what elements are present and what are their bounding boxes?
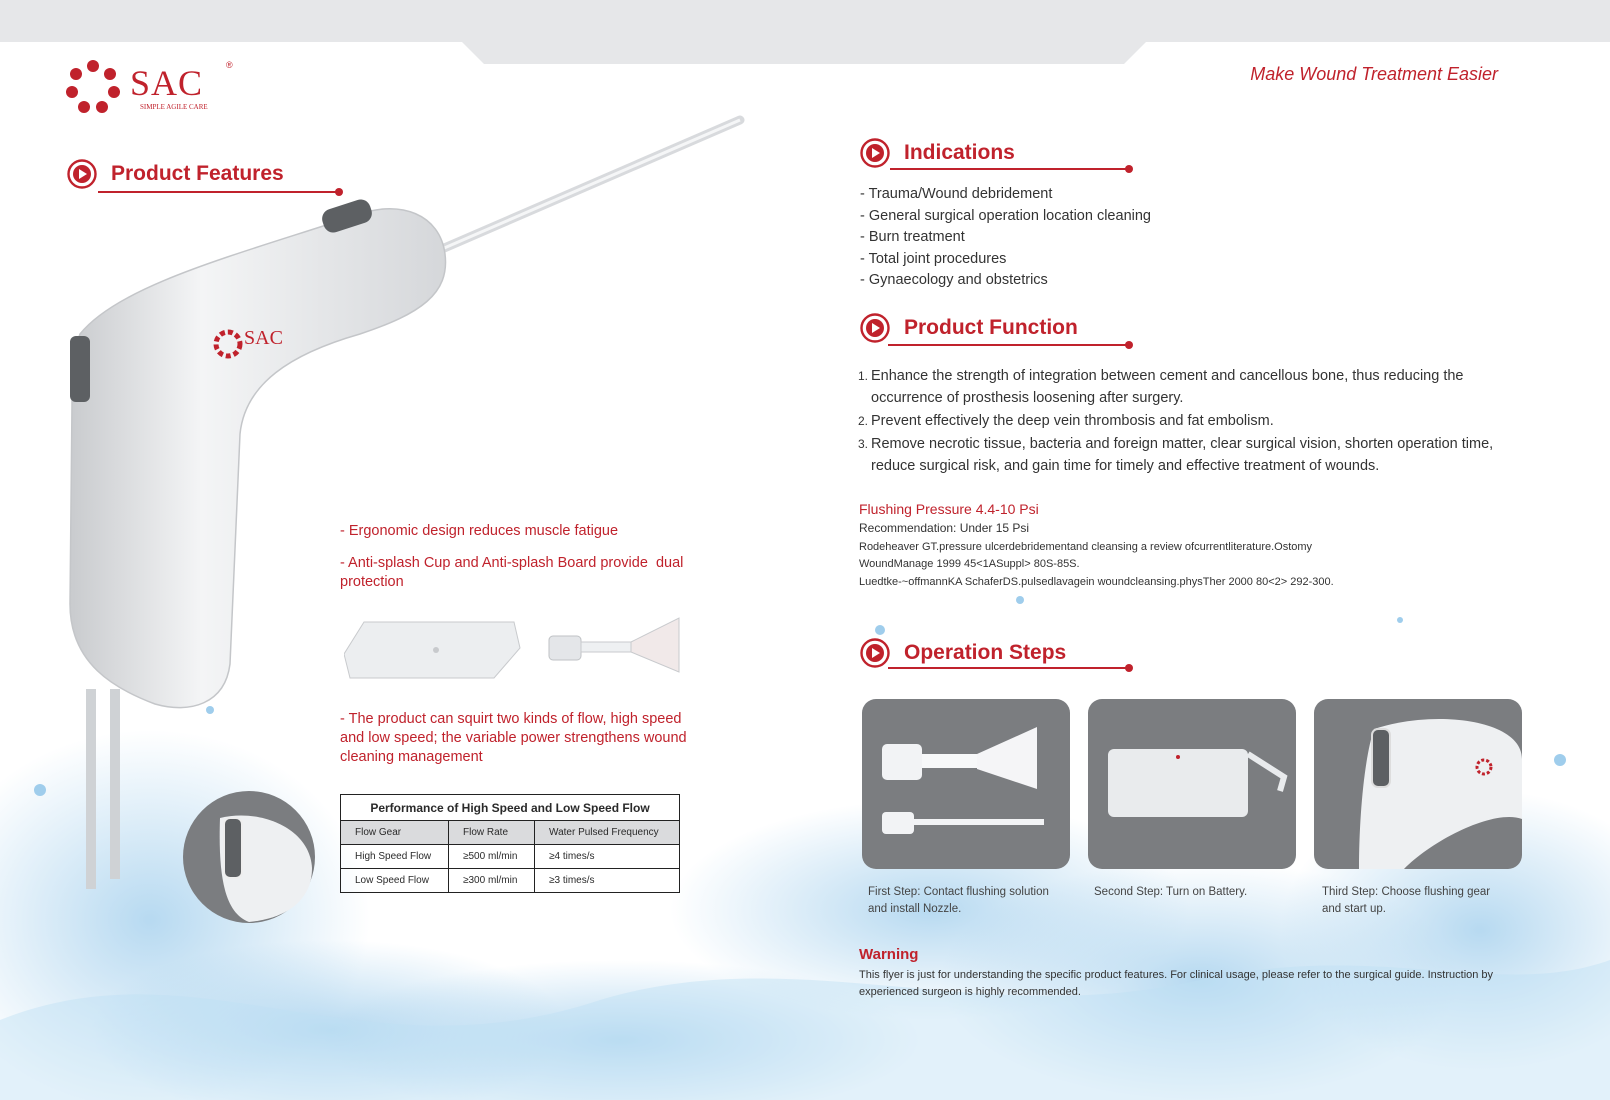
table-row — [341, 845, 680, 869]
heading-rule — [888, 344, 1130, 346]
table-cell: Low Speed Flow — [341, 869, 449, 893]
svg-text:SAC: SAC — [244, 327, 283, 349]
heading-rule — [888, 667, 1130, 669]
list-item: - General surgical operation location cleaning — [860, 207, 1151, 224]
list-item: - Burn treatment — [860, 229, 965, 245]
play-circle-icon — [860, 313, 890, 343]
item-number: 1. — [858, 369, 869, 383]
reference-line: Rodeheaver GT.pressure ulcerdebridementand cleansing a review ofcurrentliterature.Ostomy — [859, 541, 1313, 553]
feature-item: - The product can squirt two kinds of flow, high speed and low speed; the variable power strengthens wound cleaning management — [340, 711, 687, 765]
list-item: - Gynaecology and obstetrics — [860, 272, 1048, 288]
item-text: Enhance the strength of integration between cement and cancellous bone, thus reducing the occurrence of prosthesis loosening after surgery. — [871, 368, 1464, 406]
pressure-recommendation: Recommendation: Under 15 Psi — [859, 521, 1030, 535]
step-1-image — [862, 699, 1070, 869]
table-cell: High Speed Flow — [341, 845, 449, 869]
battery-illustration — [1088, 699, 1296, 869]
column-header: Flow Rate — [449, 821, 535, 845]
operation-steps-heading — [860, 638, 1066, 668]
column-header: Water Pulsed Frequency — [535, 821, 680, 845]
section-title: Product Features — [111, 162, 284, 185]
reference-line: Luedtke-~offmannKA SchaferDS.pulsedlavagein woundcleansing.physTher 2000 80<2> 292-300. — [859, 576, 1334, 588]
registered-mark: ® — [226, 60, 233, 70]
function-list — [858, 365, 1538, 478]
table-cell: ≥3 times/s — [535, 869, 680, 893]
list-item: - Total joint procedures — [860, 250, 1007, 267]
nozzle-install-illustration — [862, 699, 1070, 869]
table-row — [341, 869, 680, 893]
indications-heading — [860, 138, 1015, 168]
column-header: Flow Gear — [341, 821, 449, 845]
item-number: 2. — [858, 414, 869, 428]
step-caption: First Step: Contact flushing solution and install Nozzle. — [868, 886, 1049, 915]
performance-table — [340, 794, 680, 893]
step-caption: Second Step: Turn on Battery. — [1094, 886, 1248, 898]
play-circle-icon — [860, 638, 890, 668]
button-detail-inset — [180, 788, 318, 926]
play-circle-icon — [860, 138, 890, 168]
step-2-image — [1088, 699, 1296, 869]
list-item — [858, 433, 1538, 477]
item-text: Remove necrotic tissue, bacteria and foreign matter, clear surgical vision, shorten operation time, reduce surgical risk, and gain time for timely and effective treatment of wounds. — [871, 436, 1494, 474]
section-title: Product Function — [904, 316, 1078, 339]
section-title: Operation Steps — [904, 641, 1067, 664]
feature-item: - Anti-splash Cup and Anti-splash Board provide dual protection — [340, 555, 684, 590]
brand-name: SAC — [130, 63, 204, 103]
top-band — [0, 0, 1610, 42]
indications-list — [860, 184, 1151, 292]
table-cell: ≥500 ml/min — [449, 845, 535, 869]
reference-line: WoundManage 1999 45<1ASuppl> 80S-85S. — [859, 558, 1080, 570]
table-cell: ≥300 ml/min — [449, 869, 535, 893]
step-caption: Third Step: Choose flushing gear and start up. — [1322, 886, 1491, 915]
list-item — [858, 365, 1538, 409]
list-item: - Trauma/Wound debridement — [860, 186, 1053, 202]
item-number: 3. — [858, 437, 869, 451]
table-caption: Performance of High Speed and Low Speed Flow — [341, 795, 680, 821]
feature-item: - Ergonomic design reduces muscle fatigue — [340, 523, 619, 539]
heading-rule — [890, 168, 1130, 170]
warning-text: This flyer is just for understanding the specific product features. For clinical usage, please refer to the surgical guide. Instruction by experienced surgeon is highly recommended. — [859, 969, 1494, 998]
gear-selection-illustration — [1314, 699, 1522, 869]
list-item — [858, 410, 1538, 432]
product-function-heading — [860, 313, 1078, 343]
warning-title: Warning — [859, 946, 919, 963]
flushing-pressure-title: Flushing Pressure 4.4-10 Psi — [859, 501, 1039, 517]
brand-tagline: SIMPLE AGILE CARE — [140, 103, 208, 111]
item-text: Prevent effectively the deep vein thrombosis and fat embolism. — [871, 413, 1274, 429]
top-notch — [462, 42, 1146, 64]
table-cell: ≥4 times/s — [535, 845, 680, 869]
step-3-image — [1314, 699, 1522, 869]
slogan: Make Wound Treatment Easier — [1250, 64, 1498, 84]
anti-splash-accessories-illustration — [344, 608, 684, 688]
section-title: Indications — [904, 141, 1015, 164]
